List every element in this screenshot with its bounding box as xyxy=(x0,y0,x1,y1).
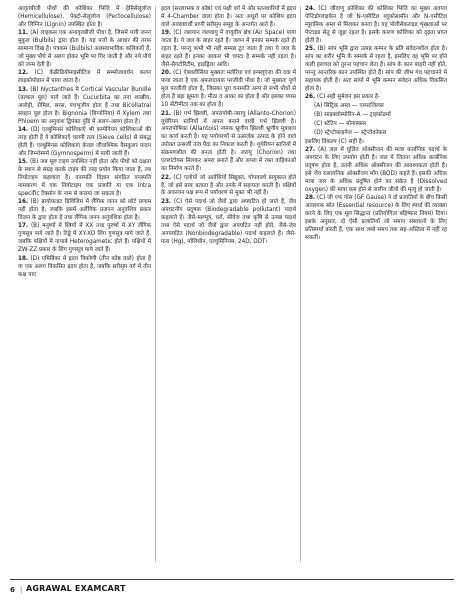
explanation-text: (C) केंक्रीडियोमाइसीटिज में सम्भोजावर्धन कलन लाइकोपोडान में पाया जाता है। xyxy=(18,70,151,85)
answer-explanation xyxy=(161,199,296,247)
question-number: 17. xyxy=(18,223,29,230)
answer-explanation xyxy=(305,6,447,46)
answer-explanation xyxy=(305,94,447,102)
brand-name-right: EXAMCART xyxy=(74,584,126,593)
page-footer xyxy=(0,578,464,600)
text-column-middle xyxy=(161,6,296,247)
question-number: 12. xyxy=(18,70,29,77)
question-number: 26. xyxy=(305,94,316,101)
answer-explanation xyxy=(161,111,296,175)
publisher-brand xyxy=(26,584,126,593)
question-number: 14. xyxy=(18,126,29,133)
question-number: 19. xyxy=(161,30,172,37)
explanation-text: (B) जब मूल टाइप उपस्थित नहीं होता और पौधों को दक्षता के स्थान से संग्रह करके टाइप की तरह प्रयोग किया जाता है, तब नियोटाइप कहलाता है। वनस्पति विज्ञान संगठित वनस्पति नामकरण में एक नियोटाइप एक प्रजाति या एक Intra specific टैक्सोन के नाम से कराया जा सकता है। xyxy=(18,159,151,197)
column-divider xyxy=(300,6,301,562)
explanation-text: (B) मनुष्यों में स्त्रियों में XX तथा पुरुषों में XY लैंगिक गुणसूत्र पाये जाते हैं। टिड्डे में XY-XO लिंग गुणसूत्र पाये जाते हैं, जबकि पक्षियों में नायाबे Heterogametic होते हैं। पक्षियों में ZW-ZZ प्रकार के लिंग गुणसूत्र पाये जाते हैं। xyxy=(18,223,151,254)
answer-explanation xyxy=(18,30,151,70)
explanation-text: (B) Nyctanthes में Cortical Vascular Bundle (वल्कल पूल) पाये जाते हैं। Cucurbita का तना शाखीय, आरोही, रोमिल, सरस, पंचभुजीय होता है तथा Bicollatral संवहन पूल होता है। Bignonia (बिग्नोनिया) में Xylem तथा Phloem का अनुवांश द्विपंक्त पुंडि में अलग-अलग होता है। xyxy=(18,86,151,125)
question-number: 27. xyxy=(305,147,316,154)
answer-explanation xyxy=(18,223,151,255)
question-number: 22. xyxy=(161,174,172,181)
option-item: (D) स्ट्रेप्टोकाइनेज — स्ट्रेप्टोकोकस xyxy=(314,130,387,137)
answer-explanation xyxy=(18,6,151,30)
question-number: 13. xyxy=(18,86,29,93)
explanation-text: (B) ब्रायोफाइट डिविजिम में लैंगिक जनन को छोटे प्रणाम नहीं होता है, जबकि इसमें अलैंगिक प्रजनन अनुवंशिय प्रकार विजन के द्वारा होता है तथा लैंगिक जनन अनुवंशिक होता है। xyxy=(18,199,152,222)
answer-explanation xyxy=(18,87,151,127)
question-number: 28. xyxy=(305,195,316,202)
answer-explanation xyxy=(305,139,447,147)
answer-explanation xyxy=(161,175,296,199)
explanation-text: (A) जल में घुलित ऑक्सीजन की मात्रा कार्बनिक पदार्थ के अपघटन के लिए उपयोग होती है। जल में जितना अधिक कार्बनिक प्रदूषण होता है, उतनी अधिक ऑक्सीजन की आवश्यकता होती है। इसे जैव रासायनिक ऑक्सीजन माँग (BOD) कहते हैं। इसकी अधिक मात्रा जल के अधिक प्रदूषित होने का संकेत है (Dissolved oxygen) की मात्रा कम होने से जलीय जीवों की मृत्यु हो जाती है। xyxy=(305,147,447,194)
question-number: 11. xyxy=(18,30,29,37)
explanation-text: (C) ऐक्वलीसिया मुख्यतः मलेरिया एवं इन्फ्लूएंजा की दवा में पाया जाता है एक अफलदायक परजीवी पौधा है। जो मुख्यतः पूर्ण मूल परजीवी होता है, जिसका पूरा वनस्पति अन्य से सभी पौधों से होता है बड़ा झूमता है। मीठा व आका का होता है और इसका व्यास 10 सेंटीमीटर तक का होता है। xyxy=(161,70,296,109)
question-number: 20. xyxy=(161,70,172,77)
answer-explanation xyxy=(305,195,447,243)
text-column-right xyxy=(305,6,447,244)
question-number: 23. xyxy=(161,198,172,205)
option-item: (C) स्टेटिन — मोनास्कस xyxy=(314,121,367,128)
explanation-text: (B) गर्भ झिल्ली, अपरापोषी-जरायु (Allanto-Chorion) यूथेरियन स्तनियों में अपरा बनाने वाली गर्भ झिल्ली है। अपरापोषिका (Allantois) नामक भ्रूणीय झिल्ली भ्रूणीय मूत्राशय का कार्य करती है। यह पर्यावरणों से उत्सर्जक उत्पाद के होने वाले उपोक्त उत्सर्जी तत्व पैदा का निकाल करती है। यूथेरियन स्तनियों में संक्रमणशील की बनता होती है। जरायु (Chorion) तथा एल्लांटोयस मिलकर अपरा बनाते हैं और अपरा में रक्त वाहिकाओं का निर्माण करते हैं। xyxy=(161,110,297,173)
question-number: 16. xyxy=(18,199,29,206)
text-column-left xyxy=(18,6,151,280)
explanation-text: (D) एमिबिका में ह्रदय त्रिकोणी (तीन कोष्ठ वाले) होता है या एक अलग विकसित ह्रदय होता है, जबकि सरीसृप वर्ग में तीन कक्ष पाए xyxy=(18,255,151,278)
explanation-text: (C) जी एफ गॉस (GF Gause) ने दो प्रजातियों के बीच किसी आवश्यक स्रोत (Essential resource) के लिए स्पर्धा की व्याख्या करने के लिए एक मूल सिद्धान्त (प्रतियोगिता बहिष्कार नियम) दिया। इसके अनुसार, दो ऐसी प्रजातियाँ जो समान संसाधनों के लिए प्रतिस्पर्धा करती हैं, एक साथ लम्बे समय तक सह-अस्तित्व में नहीं रह सकतीं। xyxy=(305,195,448,242)
answer-explanation xyxy=(18,199,151,223)
column-divider xyxy=(155,6,156,562)
answer-explanation xyxy=(18,256,151,280)
answer-explanation xyxy=(18,159,151,199)
explanation-text: इसलिए विकल्प (C) सही है। xyxy=(305,139,364,146)
option-list xyxy=(305,103,447,138)
explanation-text: (B) सांप भूमि द्वारा उत्पन्न कम्पन के प्रति संवेदनशील होता है। सांप का शरीर भूमि के सम्पर्क में रहता है, इसलिए वह भूमि पर होने वाली हलचल को तुरन्त पहचान लेता है। सांप के कान बाहरी नहीं होते, परन्तु आन्तरिक कान उपस्थित होते हैं। सांप की जीभ गंध पहचानने में सहायक होती है। अतः सांपों में भूमि कम्पन संवेदन अधिक विकसित होता है। xyxy=(305,46,447,92)
option-item: (A) सिट्रिक अम्ल — एस्परजिलस xyxy=(314,103,384,110)
explanation-text: (C) जलयान जलवायु में वायुवीय क्षेत्र (Air Space) पाया जाता है। ये जल के बाहर रहते हैं। जलन में इनका सम्पर्क रहते ही रहता है, परन्तु कभी भी नहीं सम्पन्न टूट जाता है तथा ये जल के बाहर रहते हैं। इनका आकार भी चपटा है सम्पर्क नहीं रहता है। जैसे-सैगटोरिटीम, हाइड्रिला आदि। xyxy=(161,30,296,69)
brand-name-left: AGRAWAL xyxy=(26,584,72,593)
explanation-text: (A) लाइकस एक अनावृतबीजी पौधा है, जिसमें पत्ती जनन मुकुल (Bulbils) द्वारा होता है। यह पत्तों के आधार की तरफ सामान्य दिख है। पत्रकम (Bulbils) अलस्वाभाविक कलिकाएँ हैं, जो मुख्य पौधे से अलग होकर भूमि पर गिर जाती है और नये पौधे को जन्म देती है। xyxy=(18,30,151,69)
explanation-text: आवृतबीजी पौधों की कोशिका भित्ति में हेमिसेलुलोज (Hemicellulose), पेक्टो-सेलुलोज (Pectocellulose) और लिग्निन (Lignin) उपस्थित होता है। xyxy=(18,6,151,28)
footer-separator: | xyxy=(20,586,23,594)
explanation-text: (D) एल्बुमिनस कोशिकाएँ भी कम्पेनियन कोशिकाओं की तरह होती हैं ये कोशिकाएँ चलनी तत्व (Sieve cells) से संबद्ध होती हैं। एल्बुमिनस कोशिकाएं केवल जीवाश्मिक वैसकुलर पादप और जिम्नोस्पर्म (Gymnosperm) में पायी जाती हैं। xyxy=(18,126,151,157)
answer-explanation xyxy=(305,147,447,195)
explanation-text: (C) जीवाणु कोशिका की कोशिका भित्ति का मुख्य अवयव पेप्टिडोग्लाइकेन है जो N-एसीटिल ग्लूकोसामीन और N-एसीटिल म्यूरामिक अम्ल से मिलकर बनता है। यह पॉलीसेकराइड शृंखलाओं पर पेप्टाइड सेतु से जुड़ा रहता है। इसके कारण कोशिका को दृढ़ता प्राप्त होती है। xyxy=(305,6,447,44)
answer-explanation xyxy=(161,70,296,110)
question-number: 21. xyxy=(161,110,172,117)
question-number: 24. xyxy=(305,6,316,12)
explanation-text: ह्रदय (सरलाभक व कोष्ठ) एवं पक्षी वर्ग में और स्तनधारियों में ह्रदय में 4-Chamber वाला होता है। अतः अधूरों पर कोशिय ह्रदय वाले अवशष्टार्थी प्राणी सरीसृप समूह के अन्तर्गत आते हैं। xyxy=(161,6,296,28)
question-number: 25. xyxy=(305,46,316,53)
option-item: (B) साइक्लोस्पोरिन-A — ट्राइकोडर्मा xyxy=(314,112,391,119)
question-number: 15. xyxy=(18,159,29,166)
explanation-text: (C) सही सुमेलन इस प्रकार है- xyxy=(316,94,381,101)
answer-explanation xyxy=(161,6,296,30)
footer-rule xyxy=(10,579,454,580)
page-number: 6 xyxy=(10,586,15,594)
answer-explanation xyxy=(18,70,151,86)
answer-explanation xyxy=(18,127,151,159)
answer-explanation xyxy=(305,46,447,94)
question-number: 18. xyxy=(18,255,29,262)
answer-explanation xyxy=(161,30,296,70)
explanation-text: (C) एलोयों जो आवेथियों सिद्युक्त, चोपवालो प्रायुक्तत होते हैं, जो इसे प्रायः बताता है और उनके में सहायता करती है। पक्षियों के अवनयन पक्ष रूप में पर्यावरण से मुक्त भी नहीं है। xyxy=(161,174,296,197)
explanation-text: (C) ऐसे पदार्थ जो जैवों द्वारा अपघटित हो जाते हैं, जैव अपघटनीय प्रदूषक (Biodegradable pollutant) पदार्थ कहलाते हैं। जैसे-मलमूत्र, घरों, सीवेज तथा कृषि से उत्पन्न पदार्थ तथा ऐसे पदार्थ जो जैवों द्वारा अपघटित नहीं होते, जैसे-जेव अनपघटित (Nonbiodegradable) पदार्थ कहलाते हैं। जैसे-पारा (Hg), पॉलिथीन, एल्युमिनियम, 24D, DDT। xyxy=(161,198,296,245)
